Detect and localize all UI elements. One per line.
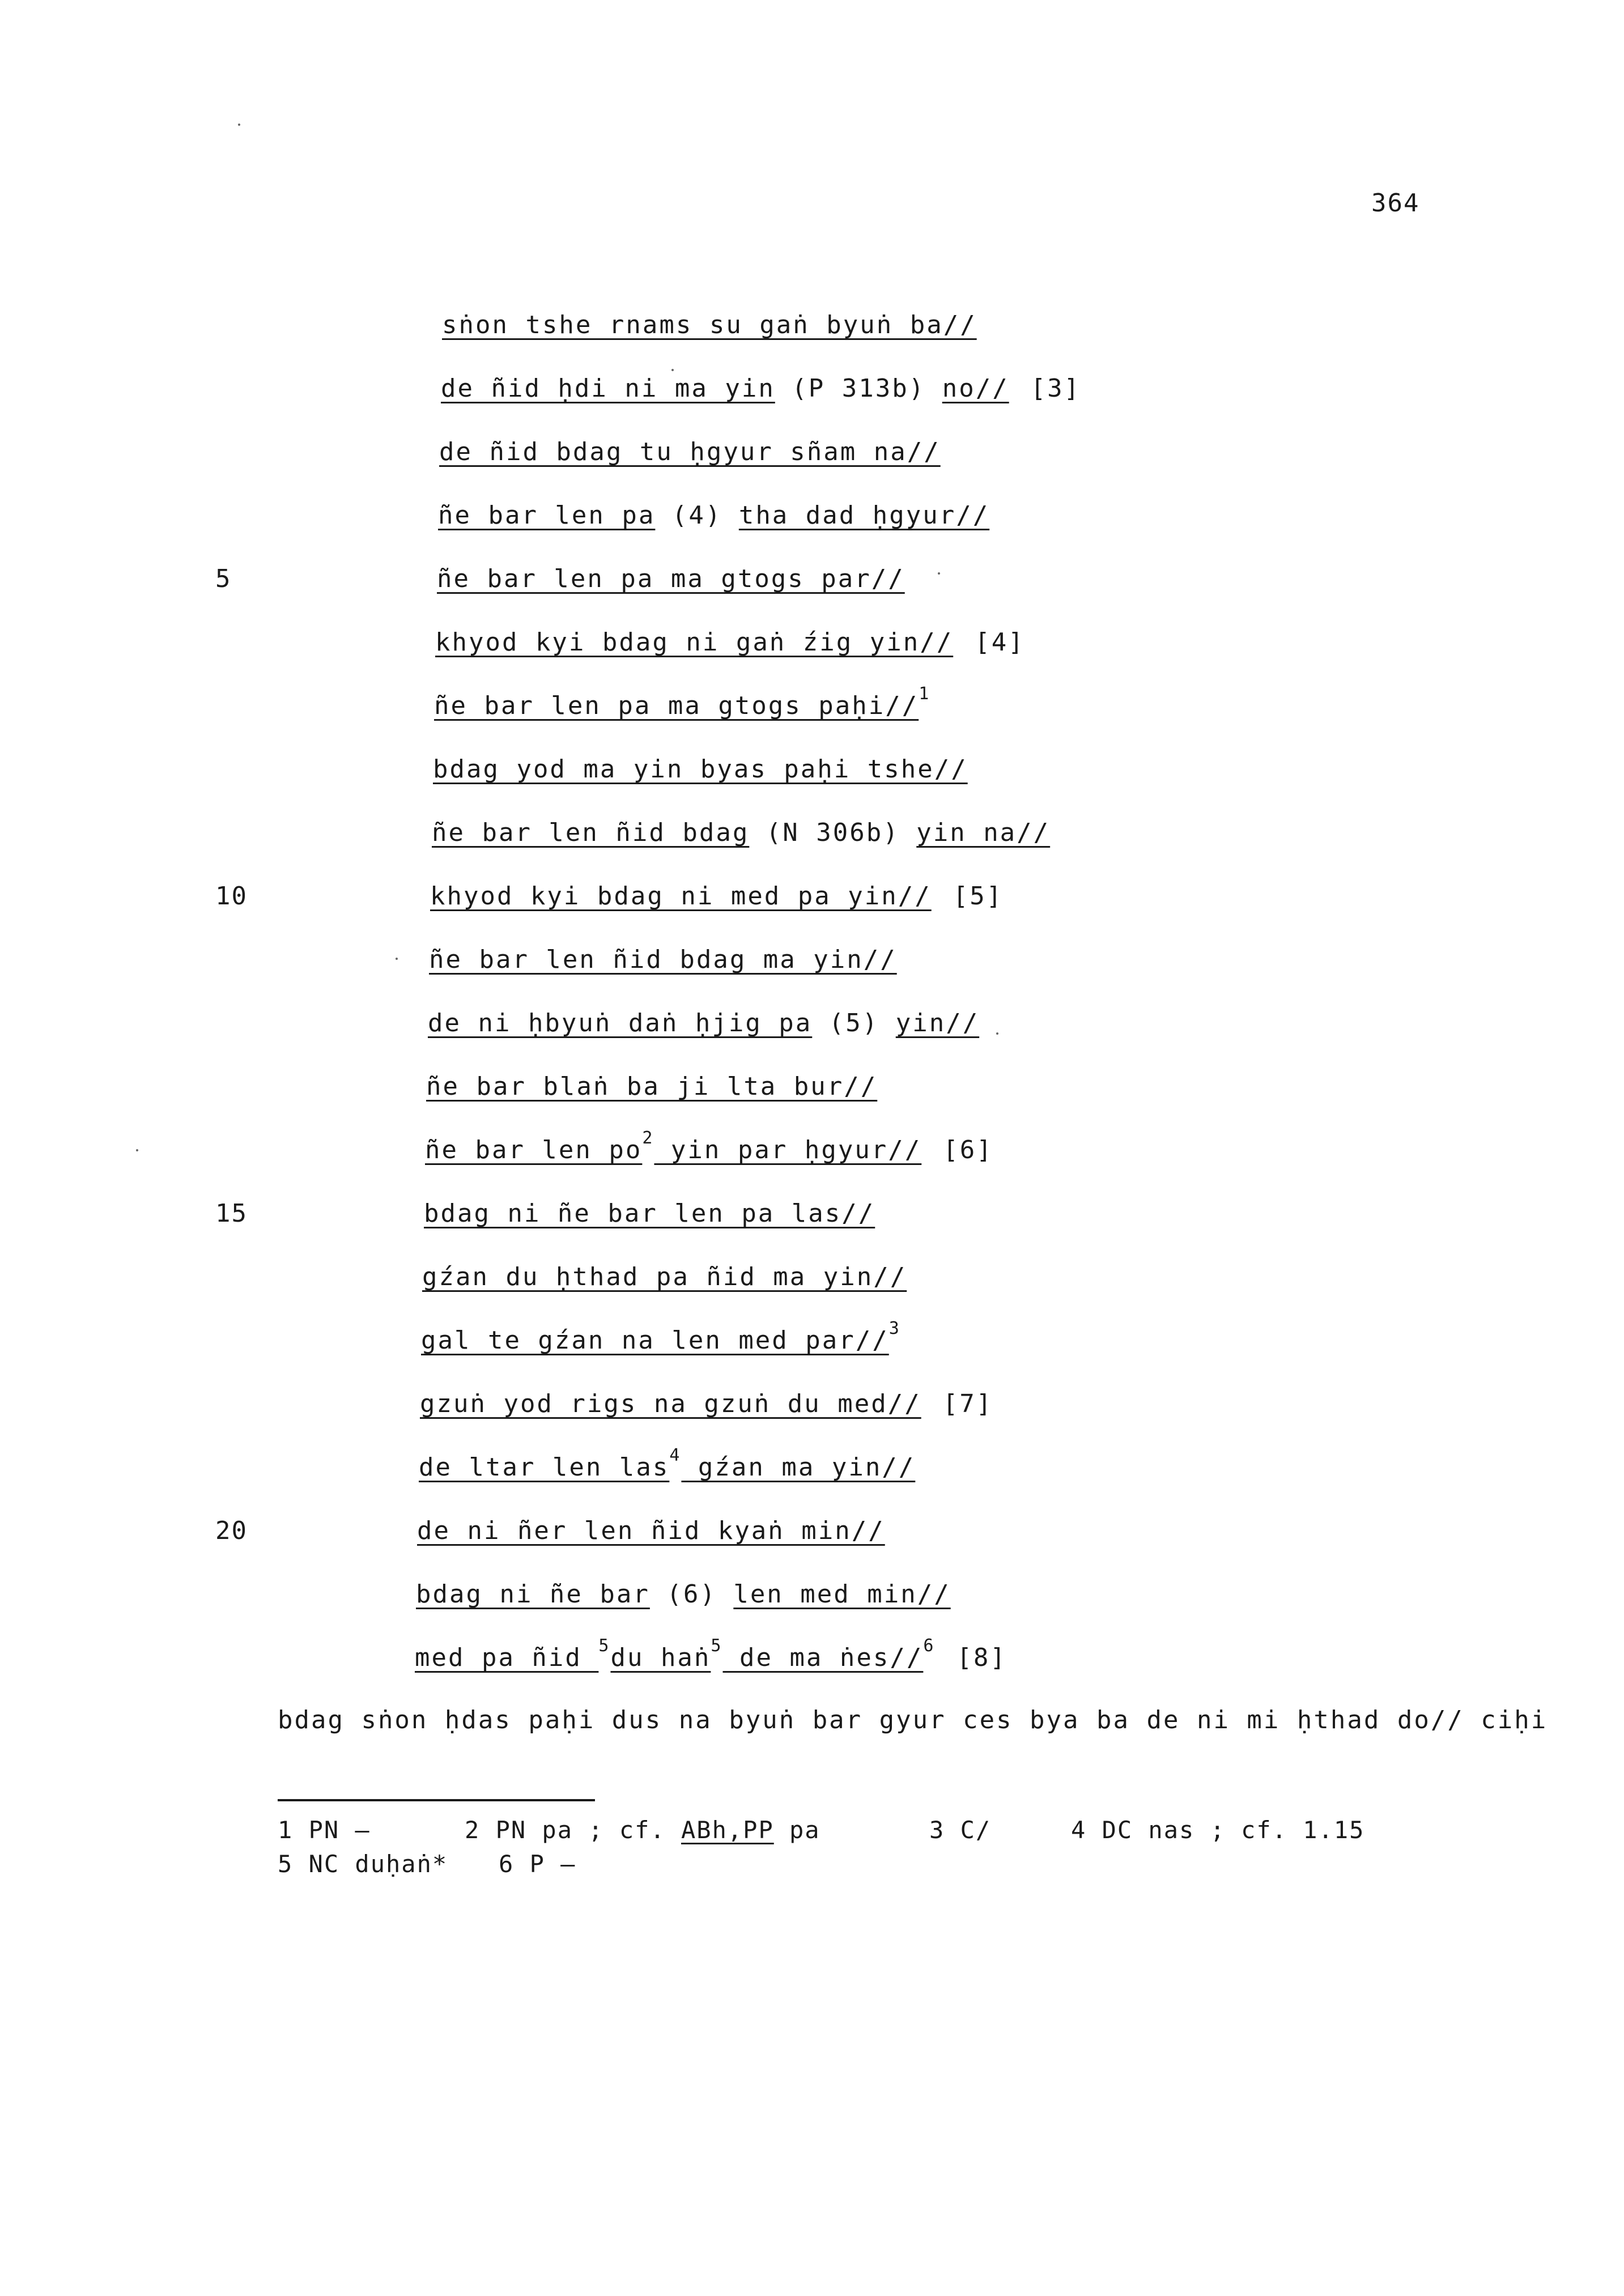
scan-speck	[136, 1149, 138, 1151]
scan-speck	[238, 124, 240, 126]
verse-segment: du haṅ	[610, 1643, 711, 1672]
verse-segment: yin//	[895, 1009, 980, 1038]
footnote-rule	[278, 1799, 595, 1801]
verse-marker: [8]	[956, 1643, 1007, 1672]
verse-segment: len med min//	[733, 1580, 951, 1609]
verse-segment: tha dad ḥgyur//	[738, 501, 990, 530]
footnote-ref: 5	[598, 1636, 611, 1656]
verse-line	[421, 1319, 901, 1366]
verse-line	[417, 1516, 885, 1556]
verse-segment: de ltar len las	[419, 1453, 670, 1482]
page-number: 364	[1371, 189, 1420, 218]
verse-segment: med pa ñid	[415, 1643, 599, 1672]
footnote-ref: 4	[669, 1445, 682, 1465]
verse-segment: (P 313b)	[775, 374, 942, 403]
verse-segment: ñe bar len pa ma gtogs par//	[437, 564, 905, 593]
footnote: 5 NC duḥaṅ*	[278, 1850, 448, 1878]
verse-line	[439, 437, 941, 477]
verse-line	[419, 1445, 916, 1493]
verse-marker: [6]	[943, 1136, 993, 1164]
verse-line	[442, 311, 977, 350]
verse-segment: de ñid bdag tu ḥgyur sñam na//	[439, 437, 941, 466]
footnote-entry	[929, 1816, 991, 1844]
verse-line	[437, 564, 905, 604]
verse-line	[426, 1072, 877, 1112]
verse-segment: bdag ni ñe bar	[416, 1580, 650, 1609]
verse-segment: ñe bar len pa ma gtogs paḥi//	[434, 691, 919, 720]
line-number: 20	[215, 1516, 248, 1545]
verse-line	[441, 374, 1081, 414]
verse-segment: de ma ṅes//	[722, 1643, 924, 1672]
verse-line	[430, 882, 1003, 921]
verse-segment: de ni ñer len ñid kyaṅ min//	[417, 1516, 885, 1545]
verse-segment: yin par ḥgyur//	[654, 1136, 922, 1164]
footnote: 4 DC nas ; cf. 1.15	[1071, 1816, 1365, 1844]
footnote-ref: 3	[888, 1319, 901, 1338]
verse-segment: khyod kyi bdag ni med pa yin//	[430, 882, 932, 911]
verse-marker: [4]	[975, 628, 1025, 657]
verse-line	[433, 755, 968, 794]
verse-segment: (6)	[649, 1580, 734, 1609]
footnote-ref: 6	[923, 1636, 936, 1656]
verse-segment: gźan du ḥthad pa ñid ma yin//	[422, 1262, 907, 1291]
verse-line	[429, 945, 897, 985]
verse-segment: khyod kyi bdag ni gaṅ źig yin//	[435, 628, 954, 657]
verse-marker: [5]	[953, 882, 1004, 911]
verse-segment: ñe bar blaṅ ba ji lta bur//	[426, 1072, 878, 1101]
verse-segment: no//	[942, 374, 1009, 403]
verse-segment: ñe bar len ñid bdag ma yin//	[429, 945, 897, 974]
line-number: 10	[215, 882, 248, 911]
footnote: 6 P —	[499, 1850, 576, 1878]
verse-segment: bdag yod ma yin byas paḥi tshe//	[433, 755, 968, 784]
verse-marker: [3]	[1030, 374, 1081, 403]
footnote-entry	[499, 1850, 576, 1878]
footnote: 2 PN pa ; cf.	[465, 1816, 682, 1844]
verse-segment: gzuṅ yod rigs na gzuṅ du med//	[420, 1389, 921, 1418]
verse-line	[422, 1262, 907, 1302]
footnote: 3 C/	[929, 1816, 992, 1844]
scan-speck	[671, 369, 674, 371]
footnote-entry	[278, 1850, 448, 1878]
verse-line	[425, 1128, 993, 1175]
verse-segment: de ni ḥbyuṅ daṅ ḥjig pa	[428, 1009, 813, 1038]
footnote: ABh,PP	[681, 1816, 774, 1844]
line-number: 5	[215, 564, 232, 593]
scan-speck	[996, 1032, 998, 1035]
footnote-ref: 1	[919, 684, 931, 704]
verse-segment: sṅon tshe rnams su gaṅ byuṅ ba//	[442, 311, 977, 339]
verse-segment: gźan ma yin//	[681, 1453, 916, 1482]
verse-marker: [7]	[942, 1389, 993, 1418]
verse-segment: bdag ni ñe bar len pa las//	[424, 1199, 875, 1228]
verse-line	[424, 1199, 875, 1239]
verse-segment: ñe bar len ñid bdag	[432, 818, 750, 847]
verse-line	[435, 628, 1025, 667]
verse-segment: (N 306b)	[749, 818, 917, 847]
prose-line: bdag sṅon ḥdas paḥi dus na byuṅ bar gyur ces bya ba de ni mi ḥthad do// ciḥi	[278, 1706, 1548, 1734]
footnote-entry	[465, 1816, 820, 1844]
verse-segment: (4)	[655, 501, 739, 530]
verse-line	[438, 501, 989, 541]
verse-segment: de ñid ḥdi ni ma yin	[441, 374, 775, 403]
verse-line	[415, 1636, 1007, 1683]
footnote-entry	[1071, 1816, 1364, 1844]
verse-line	[432, 818, 1050, 858]
footnote-ref: 5	[711, 1636, 723, 1656]
verse-segment: ñe bar len pa	[438, 501, 656, 530]
verse-segment: yin na//	[916, 818, 1051, 847]
scan-speck	[396, 958, 398, 960]
verse-segment: (5)	[812, 1009, 896, 1038]
verse-line	[428, 1009, 979, 1048]
scan-speck	[938, 572, 940, 575]
footnote: pa	[773, 1816, 820, 1844]
footnote: 1 PN —	[278, 1816, 371, 1844]
verse-line	[416, 1580, 951, 1619]
verse-line	[420, 1389, 993, 1429]
verse-segment: gal te gźan na len med par//	[421, 1326, 889, 1355]
footnote-entry	[278, 1816, 371, 1844]
verse-line	[434, 684, 931, 731]
line-number: 15	[215, 1199, 248, 1228]
verse-segment: ñe bar len po	[425, 1136, 643, 1164]
footnote-ref: 2	[642, 1128, 654, 1148]
